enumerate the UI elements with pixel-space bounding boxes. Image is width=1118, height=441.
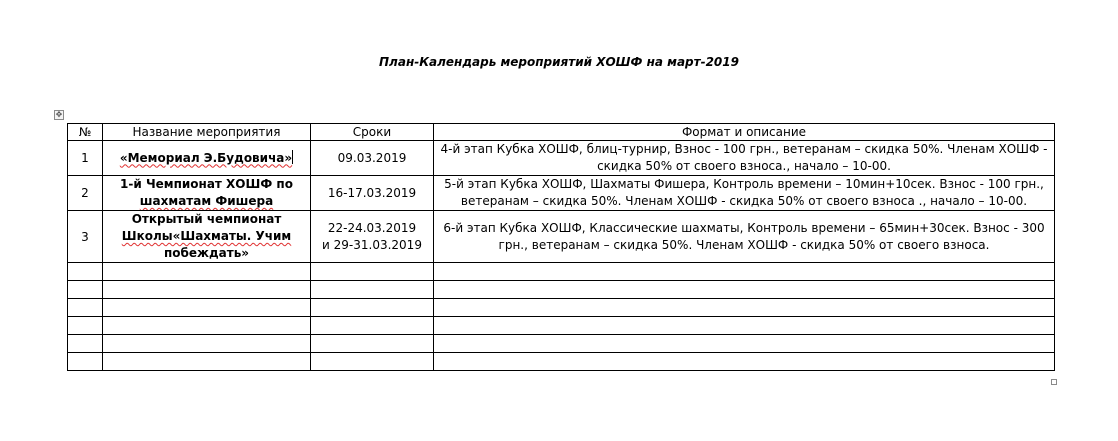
table-row [68,211,1055,263]
empty-cell[interactable] [103,353,311,371]
event-format-line: ветеранам – скидка 50%. Членам ХОШФ - скидка 50% от своего взноса ., начало – 10-00. [460,194,1028,208]
empty-cell[interactable] [103,263,311,281]
empty-table-row [68,317,1055,335]
event-name: «Мемориал Э.Будовича» [119,150,293,165]
table-resize-handle[interactable] [1051,379,1057,385]
events-table [67,123,1055,371]
empty-cell[interactable] [434,263,1055,281]
empty-cell[interactable] [68,281,103,299]
table-move-handle-icon[interactable]: ✥ [55,110,63,119]
event-format-cell[interactable] [434,141,1055,176]
row-num[interactable]: 3 [68,211,103,263]
event-name-line: 1-й Чемпионат ХОШФ по [120,177,293,191]
empty-cell[interactable] [434,281,1055,299]
header-format: Формат и описание [434,124,1055,141]
event-name-line: шахматам Фишера [139,194,274,208]
table-row [68,176,1055,211]
header-name: Название мероприятия [103,124,311,141]
empty-cell[interactable] [311,299,434,317]
event-dates-cell[interactable] [311,141,434,176]
event-name-line: Школы«Шахматы. Учим [121,229,292,243]
text-caret [292,150,293,164]
empty-cell[interactable] [311,263,434,281]
empty-cell[interactable] [103,317,311,335]
event-dates: 09.03.2019 [337,151,407,165]
row-num[interactable]: 2 [68,176,103,211]
empty-cell[interactable] [68,335,103,353]
event-format-line: скидка 50% от своего взноса., начало – 10-00. [597,159,891,173]
event-format-line: 5-й этап Кубка ХОШФ, Шахматы Фишера, Контроль времени – 10мин+10сек. Взнос - 100 грн., [444,177,1044,191]
empty-table-row [68,299,1055,317]
empty-cell[interactable] [68,317,103,335]
empty-cell[interactable] [68,353,103,371]
event-dates-cell[interactable] [311,176,434,211]
empty-table-row [68,335,1055,353]
event-format-line: грн., ветеранам – скидка 50%. Членам ХОШФ - скидка 50% от своего взноса. [498,237,990,252]
table-header-row [68,124,1055,141]
event-name-cell[interactable] [103,176,311,211]
empty-cell[interactable] [68,263,103,281]
empty-cell[interactable] [103,335,311,353]
empty-table-row [68,281,1055,299]
event-format-line: 4-й этап Кубка ХОШФ, блиц-турнир, Взнос - 100 грн., ветеранам – скидка 50%. Членам ХОШФ - [440,142,1048,156]
event-name-line: побеждать» [163,246,250,260]
event-name-cell[interactable] [103,141,311,176]
event-format-line: 6-й этап Кубка ХОШФ, Классические шахматы, Контроль времени – 65мин+30сек. Взнос - 300 [443,220,1045,235]
empty-cell[interactable] [434,299,1055,317]
empty-cell[interactable] [434,317,1055,335]
event-name-cell[interactable] [103,211,311,263]
header-dates: Сроки [311,124,434,141]
empty-cell[interactable] [311,353,434,371]
empty-cell[interactable] [103,281,311,299]
empty-cell[interactable] [434,335,1055,353]
empty-cell[interactable] [103,299,311,317]
table-row [68,141,1055,176]
header-num: № [68,124,103,141]
event-dates-line: 22-24.03.2019 [327,220,417,235]
event-dates: 16-17.03.2019 [327,186,417,200]
event-name-line: Открытый чемпионат [131,212,282,226]
event-format-cell[interactable] [434,176,1055,211]
empty-cell[interactable] [311,317,434,335]
empty-table-row [68,263,1055,281]
empty-cell[interactable] [434,353,1055,371]
event-dates-line: и 29-31.03.2019 [322,237,422,252]
document-title: План-Календарь мероприятий ХОШФ на март-2019 [379,55,739,69]
event-dates-cell[interactable] [311,211,434,263]
row-num[interactable]: 1 [68,141,103,176]
empty-cell[interactable] [311,281,434,299]
event-format-cell[interactable] [434,211,1055,263]
empty-cell[interactable] [68,299,103,317]
empty-cell[interactable] [311,335,434,353]
empty-table-row [68,353,1055,371]
